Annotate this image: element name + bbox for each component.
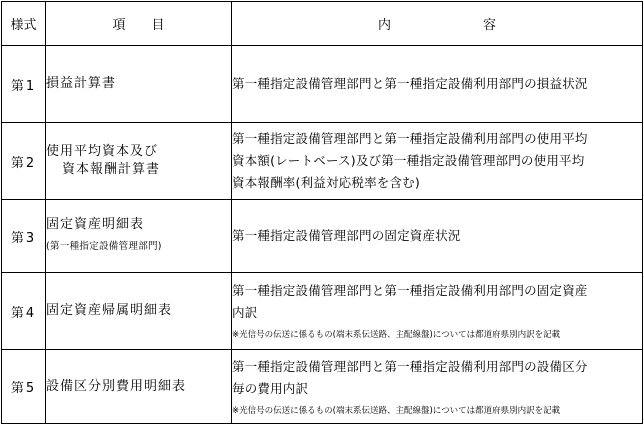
item-text: 資本報酬計算書 [62, 162, 161, 177]
form-number: 第3 [2, 200, 46, 273]
content-line: 第一種指定設備管理部門と第一種指定設備利用部門の固定資産 [232, 283, 588, 298]
header-item: 項目 [46, 2, 232, 46]
header-content: 内容 [232, 2, 643, 46]
item-text: 固定資産明細表 [46, 217, 145, 232]
form-number: 第5 [2, 350, 46, 424]
content-cell [232, 273, 643, 350]
content-cell [232, 46, 643, 123]
content-cell [232, 200, 643, 273]
content-cell [232, 350, 643, 424]
content-line: 第一種指定設備管理部門と第一種指定設備利用部門の損益状況 [232, 76, 588, 91]
forms-table [1, 1, 643, 424]
table-row [2, 350, 643, 424]
table-row [2, 123, 643, 200]
content-cell [232, 123, 643, 200]
content-note: ※光信号の伝送に係るもの(端末系伝送路、主配線盤)については都道府県別内訳を記載 [232, 405, 561, 416]
form-number: 第4 [2, 273, 46, 350]
table-header-row [2, 2, 643, 46]
item-text: 損益計算書 [46, 76, 117, 91]
item-cell [46, 123, 232, 200]
content-line: 資本報酬率(利益対応税率を含む) [232, 175, 420, 190]
table-row [2, 46, 643, 123]
form-number: 第2 [2, 123, 46, 200]
item-text: 使用平均資本及び [46, 144, 159, 159]
item-cell [46, 46, 232, 123]
table-row [2, 200, 643, 273]
item-cell [46, 350, 232, 424]
header-form: 様式 [2, 2, 46, 46]
table-row [2, 273, 643, 350]
form-number: 第1 [2, 46, 46, 123]
item-cell [46, 200, 232, 273]
content-line: 第一種指定設備管理部門と第一種指定設備利用部門の設備区分 [232, 358, 588, 374]
content-line: 毎の費用内訳 [232, 380, 309, 396]
content-note: ※光信号の伝送に係るもの(端末系伝送路、主配線盤)については都道府県別内訳を記載 [232, 330, 561, 340]
content-line: 第一種指定設備管理部門の固定資産状況 [232, 228, 461, 243]
item-cell [46, 273, 232, 350]
item-text: 設備区分別費用明細表 [46, 378, 187, 394]
item-text: 固定資産帰属明細表 [46, 303, 173, 318]
content-line: 第一種指定設備管理部門と第一種指定設備利用部門の使用平均 [232, 131, 588, 146]
content-line: 内訳 [232, 305, 258, 320]
item-subtext: (第一種指定設備管理部門) [46, 241, 162, 252]
content-line: 資本額(レートベース)及び第一種指定設備管理部門の使用平均 [232, 153, 585, 168]
